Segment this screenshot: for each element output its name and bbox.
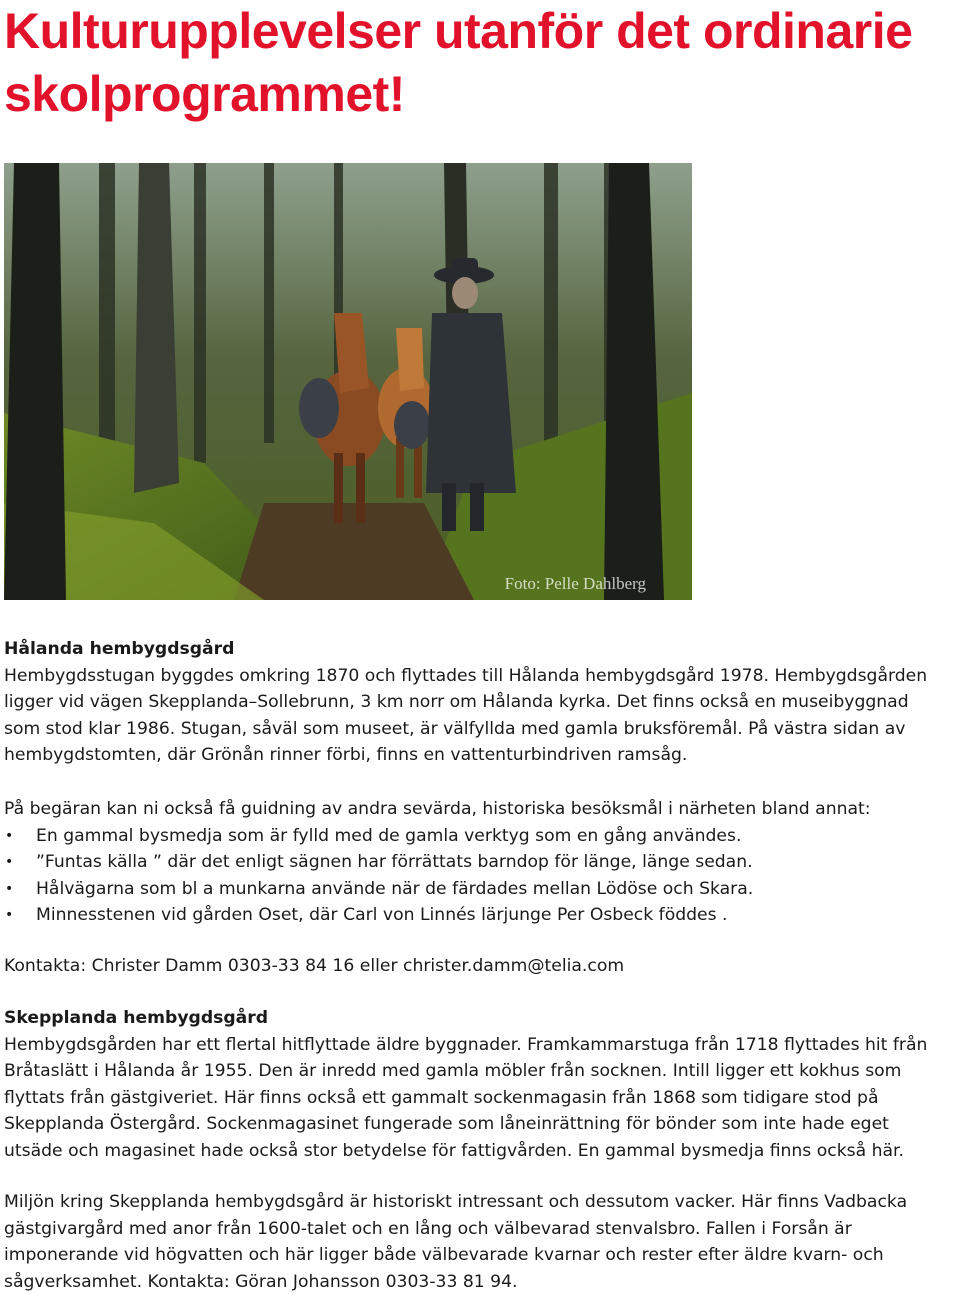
section-paragraph-skepplanda-2: Miljön kring Skepplanda hembygdsgård är historiskt intressant och dessutom vacker. Här finns Vadbacka gästgivargård med anor från 1600-talet och en lång och välbevarad stenvalsbro. Fallen i Forsån är imponerande vid högvatten och här ligger både välbevarade kvarnar och rester efter äldre kvarn- och sågverksamhet. Kontakta: Göran Johansson 0303-33 81 94. xyxy=(4,1192,908,1292)
page-title: Kulturupplevelser utanför det ordinarie skolprogrammet! xyxy=(4,3,913,122)
guided-visits xyxy=(4,796,949,929)
guided-visits-intro: På begäran kan ni också få guidning av andra sevärda, historiska besöksmål i närheten bland annat: xyxy=(4,799,871,819)
section-paragraph-skepplanda-1: Hembygdsgården har ett flertal hitflyttade äldre byggnader. Framkammarstuga från 1718 flyttades hit från Bråtaslätt i Hålanda år 1955. Den är inredd med gamla möbler från socknen. Intill ligger ett kokhus som flyttats från gästgiveriet. Här finns också ett gammalt sockenmagasin från 1868 som tidigare stod på Skepplanda Östergård. Sockenmagasinet fungerade som låneinrättning för bönder som inte hade eget utsäde och magasinet hade också stor betydelse för fattigvården. En gammal bysmedja finns också här. xyxy=(4,1034,928,1161)
guided-visits-list xyxy=(4,823,949,929)
section-heading-skepplanda: Skepplanda hembygdsgård xyxy=(4,1008,269,1028)
section-skepplanda-environment xyxy=(4,1189,949,1295)
contact-text: Kontakta: Christer Damm 0303-33 84 16 eller christer.damm@telia.com xyxy=(4,956,625,976)
section-paragraph-halanda: Hembygdsstugan byggdes omkring 1870 och flyttades till Hålanda hembygdsgård 1978. Hembygdsgården ligger vid vägen Skepplanda–Sollebrunn, 3 km norr om Hålanda kyrka. Det finns också en museibyggnad som stod klar 1986. Stugan, såväl som museet, är välfyllda med gamla bruksföremål. På västra sidan av hembygdstomten, där Grönån rinner förbi, finns en vattenturbindriven ramsåg. xyxy=(4,665,928,765)
list-item: • Minnesstenen vid gården Oset, där Carl von Linnés lärjunge Per Osbeck föddes . xyxy=(4,902,949,929)
list-item: • En gammal bysmedja som är fylld med de gamla verktyg som en gång användes. xyxy=(4,823,949,850)
list-item: • Hålvägarna som bl a munkarna använde när de färdades mellan Lödöse och Skara. xyxy=(4,876,949,903)
forest-photo-illustration xyxy=(4,163,692,600)
list-item: • ”Funtas källa ” där det enligt sägnen har förrättats barndop för länge, länge sedan. xyxy=(4,849,949,876)
contact-halanda xyxy=(4,953,949,980)
section-heading-halanda: Hålanda hembygdsgård xyxy=(4,639,235,659)
section-skepplanda xyxy=(4,1005,949,1164)
forest-photo xyxy=(4,163,692,600)
section-halanda xyxy=(4,636,949,769)
photo-credit: Foto: Pelle Dahlberg xyxy=(504,574,646,593)
